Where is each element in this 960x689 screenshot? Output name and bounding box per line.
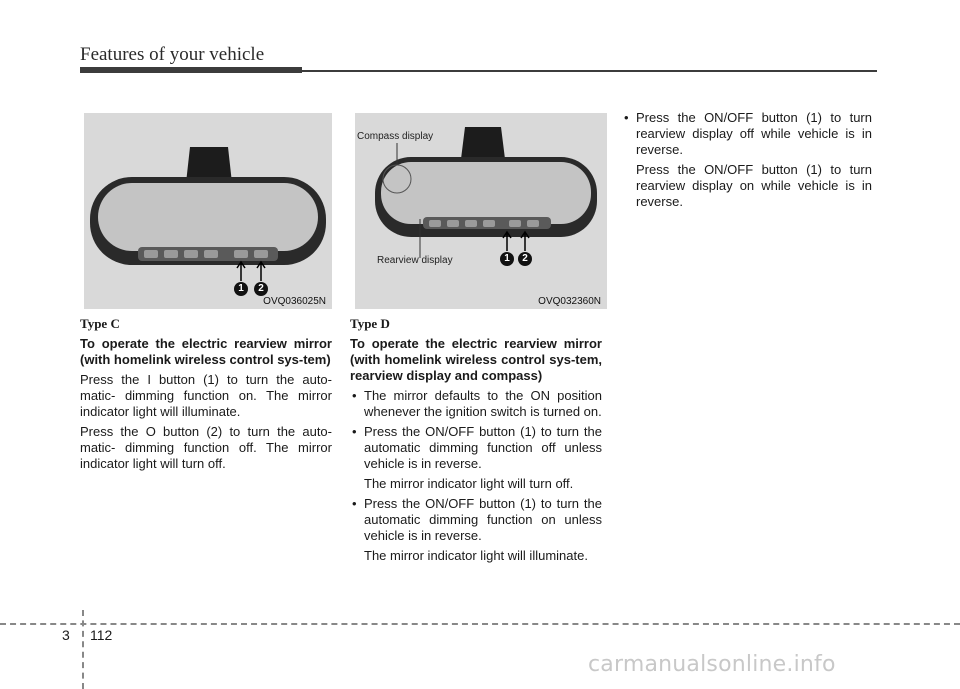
column-rearview [622,110,872,214]
page-number: 112 [90,627,113,643]
list-item: • Press the ON/OFF button (1) to turn rearview display off while vehicle is in reverse. Press the ON/OFF button (1) to turn rearview display on while vehicle is in reverse. [624,110,872,209]
instruction-list [622,110,872,210]
list-item: • Press the ON/OFF button (1) to turn the automatic dimming function off unless vehicle is in reverse. The mirror indicator light will turn off. [352,424,602,491]
mirror-glass [381,162,591,224]
bullet: • [352,496,357,511]
rearview-display-label: Rearview display [377,255,453,266]
column-type-d [350,316,602,568]
bullet: • [624,110,629,125]
compass-display-label: Compass display [357,131,434,142]
chapter-number: 3 [62,627,70,643]
header-rule-thick [80,67,302,73]
list-item-note: The mirror indicator light will illuminate. [364,548,588,563]
callout-2-badge: 2 [518,252,532,266]
column-type-c [80,316,332,476]
paragraph-i-button: Press the I button (1) to turn the auto-matic- dimming function on. The mirror indicator light will illuminate. [80,372,332,419]
bullet: • [352,388,357,403]
instruction-list [350,388,602,564]
list-item-note: The mirror indicator light will turn off. [364,476,574,491]
figure-code: OVQ036025N [263,296,326,307]
type-d-heading: Type D [350,316,390,331]
list-item: • Press the ON/OFF button (1) to turn the automatic dimming function on unless vehicle is in reverse. The mirror indicator light will illuminate. [352,496,602,563]
section-heading: To operate the electric rearview mirror (with homelink wireless control sys-tem, rearview display and compass) [350,336,602,383]
list-item-note: Press the ON/OFF button (1) to turn rearview display on while vehicle is in reverse. [636,162,872,209]
header-rule-thin [302,70,877,72]
watermark-text: carmanualsonline.info [588,652,836,677]
figure-code: OVQ032360N [538,296,601,307]
mirror-illustration [84,113,332,309]
type-c-heading: Type C [80,316,120,331]
figure-mirror-type-c [84,113,332,309]
paragraph-o-button: Press the O button (2) to turn the auto-matic- dimming function off. The mirror indicator light will turn off. [80,424,332,471]
page-header-title: Features of your vehicle [80,44,265,65]
list-item: • The mirror defaults to the ON position whenever the ignition switch is turned on. [352,388,602,419]
callout-2-badge: 2 [254,282,268,296]
footer-dashed-rule [0,623,960,625]
mirror-glass [98,183,318,251]
mirror-illustration [355,113,607,309]
section-heading: To operate the electric rearview mirror (with homelink wireless control sys-tem) [80,336,332,367]
callout-1-badge: 1 [500,252,514,266]
callout-1-badge: 1 [234,282,248,296]
mirror-mount [461,127,505,159]
figure-mirror-type-d [355,113,607,309]
footer-dashed-divider [82,610,84,689]
bullet: • [352,424,357,439]
